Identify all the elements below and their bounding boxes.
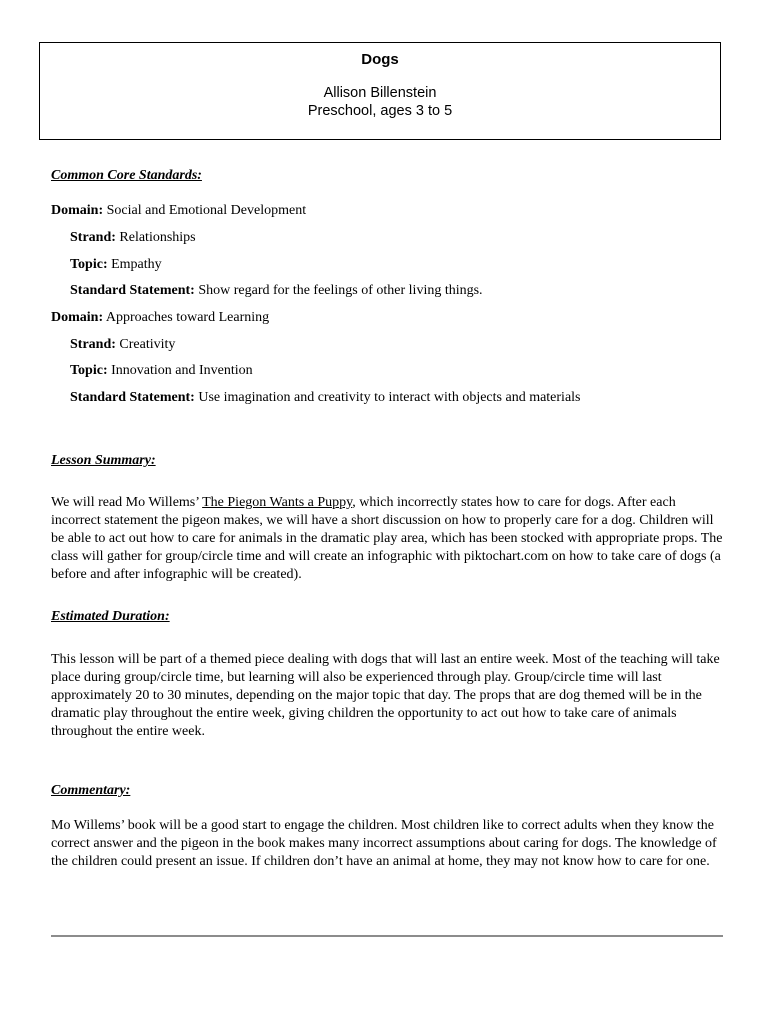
summary-paragraph <box>51 494 723 584</box>
standard-topic-1 <box>70 257 162 273</box>
commentary-paragraph: Mo Willems’ book will be a good start to engage the children. Most children like to correct adults when they know the correct answer and the pigeon in the book makes many incorrect assumptions about caring for dogs. The knowledge of the children could present an issue. If children don’t have an animal at home, they may not know how to care for one. <box>51 818 717 869</box>
standard-value: Creativity <box>115 337 176 352</box>
standard-statement-1 <box>70 283 483 299</box>
standard-label: Topic: <box>70 363 108 378</box>
author-name: Allison Billenstein <box>323 85 437 101</box>
lesson-title: Dogs <box>361 51 399 68</box>
standard-label: Standard Statement: <box>70 390 195 405</box>
standard-value: Empathy <box>107 257 162 272</box>
standard-label: Topic: <box>70 257 108 272</box>
duration-paragraph: This lesson will be part of a themed piece dealing with dogs that will last an entire week. Most of the teaching will take place during group/circle time, but learning will also be experienced through play. Group/circle time will last approximately 20 to 30 minutes, depending on the major topic that day. The props that are dog themed will be in the dramatic play throughout the entire week, giving children the opportunity to act out how to take care of animals throughout the entire week. <box>51 652 720 739</box>
summary-text-start: We will read Mo Willems’ <box>51 495 203 510</box>
standard-label: Standard Statement: <box>70 283 195 298</box>
standard-value: Social and Emotional Development <box>103 203 307 218</box>
summary-text-rest: , which incorrectly states how to care for dogs. After each incorrect statement the pigeon makes, we will have a short discussion on how to properly care for a dog. Children will be able to act out how to care for animals in the dramatic play area, which has been stocked with appropriate props. The class will gather for group/circle time and will create an infographic with piktochart.com on how to take care of dogs (a before and after infographic will be created). <box>51 495 723 582</box>
title-box <box>39 42 721 140</box>
standard-label: Strand: <box>70 337 116 352</box>
standard-value: Approaches toward Learning <box>103 310 270 325</box>
book-title: The Piegon Wants a Puppy <box>202 495 353 510</box>
standard-statement-2 <box>70 390 581 406</box>
standard-value: Innovation and Invention <box>107 363 253 378</box>
summary-heading: Lesson Summary: <box>51 453 156 468</box>
standard-domain-1 <box>51 203 306 219</box>
standard-label: Domain: <box>51 310 104 325</box>
grade-level: Preschool, ages 3 to 5 <box>307 103 453 119</box>
duration-heading: Estimated Duration: <box>51 609 170 624</box>
standard-label: Strand: <box>70 230 116 245</box>
standard-topic-2 <box>70 363 253 379</box>
standards-heading: Common Core Standards: <box>51 168 202 183</box>
standard-label: Domain: <box>51 203 104 218</box>
standard-value: Use imagination and creativity to interact with objects and materials <box>194 390 581 405</box>
standard-strand-1 <box>70 230 196 246</box>
standard-domain-2 <box>51 310 269 326</box>
commentary-heading: Commentary: <box>51 783 131 798</box>
standard-strand-2 <box>70 337 175 353</box>
standard-value: Show regard for the feelings of other living things. <box>194 283 483 298</box>
bottom-divider <box>51 935 723 937</box>
standard-value: Relationships <box>115 230 196 245</box>
